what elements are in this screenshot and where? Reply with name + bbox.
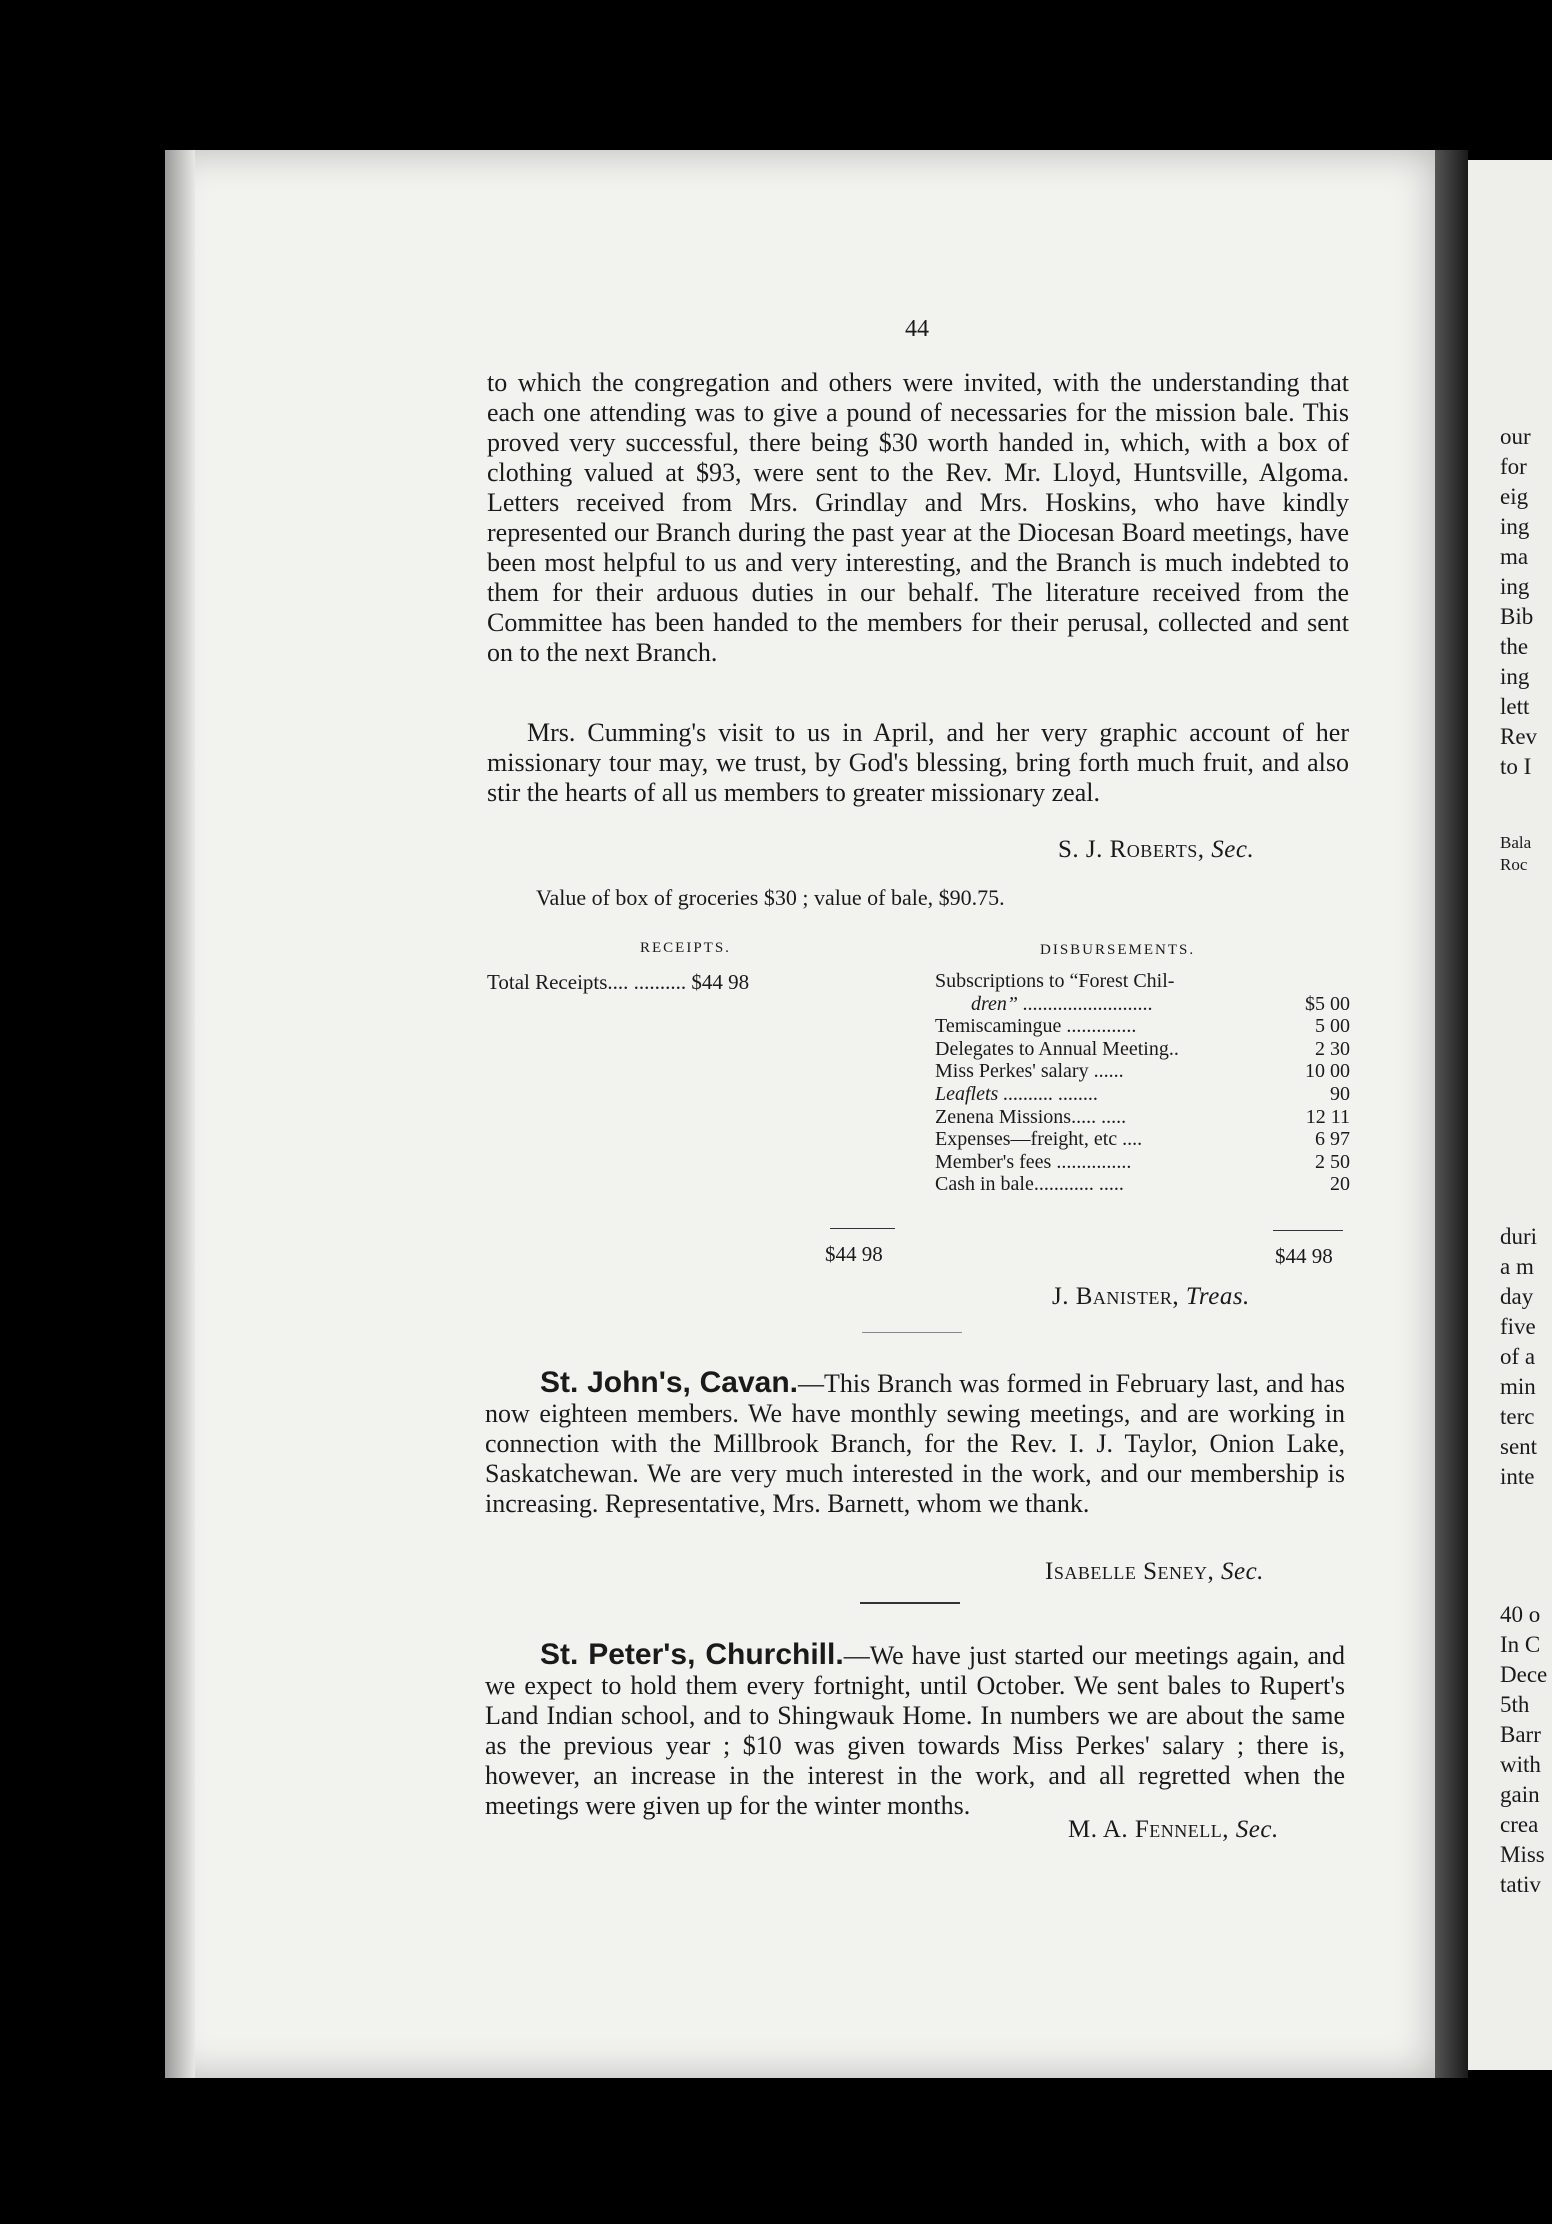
receipts-heading: RECEIPTS. xyxy=(640,940,731,956)
disbursement-row: Subscriptions to “Forest Chil- xyxy=(935,970,1175,992)
receipts-row xyxy=(487,970,902,995)
section-text: —We have just started our meetings again, and we expect to hold them every fortnight, until October. We sent bales to Rupert's Land Indian school, and to Shingwauk Home. In numbers we are about the same as the previous year ; $10 was given towards Miss Perkes' salary ; there is, however, an increase in the interest in the work, and all regretted when the meetings were given up for the winter months. xyxy=(485,1641,1345,1820)
facing-page-text-2: Bala Roc xyxy=(1500,833,1532,874)
section-heading: St. Peter's, Churchill. xyxy=(540,1638,844,1671)
disbursement-row: Temiscamingue .............. 5 00 xyxy=(935,1015,1350,1038)
treasurer-signature xyxy=(1052,1283,1250,1311)
facing-page-text-4: 40 o In C Dece 5th Barr with gain crea Miss tativ xyxy=(1500,1602,1548,1897)
receipts-label: Total Receipts.... .......... xyxy=(487,970,687,994)
book-gutter xyxy=(1435,150,1468,2078)
signature-title: Sec. xyxy=(1220,1558,1264,1585)
section1-paragraph2 xyxy=(487,718,1349,808)
section-st-johns-cavan xyxy=(485,1368,1345,1519)
section-heading: St. John's, Cavan. xyxy=(540,1366,799,1399)
receipts-total-rule xyxy=(830,1228,895,1229)
signature-name: S. J. Roberts, xyxy=(1058,836,1212,863)
paragraph-text: Mrs. Cumming's visit to us in April, and her very graphic account of her missionary tour may, we trust, by God's blessing, bring forth much fruit, and also stir the hearts of all us members to greater missionary zeal. xyxy=(487,718,1349,807)
page-number: 44 xyxy=(905,316,929,342)
disbursement-row: Miss Perkes' salary ...... 10 00 xyxy=(935,1060,1350,1083)
disbursement-row: dren” .......................... $5 00 xyxy=(971,992,1350,1015)
section-divider xyxy=(860,1602,960,1604)
signature-title: Treas. xyxy=(1185,1283,1250,1310)
disbursement-row: Leaflets .......... ........ 90 xyxy=(935,1082,1350,1105)
disbursements-total: $44 98 xyxy=(1275,1244,1333,1268)
signature-name: J. Banister, xyxy=(1052,1283,1186,1310)
signature-name: Isabelle Seney, xyxy=(1045,1558,1221,1585)
disbursements-total-rule xyxy=(1273,1230,1343,1231)
receipts-amount: $44 98 xyxy=(691,970,750,994)
paragraph-text: to which the congregation and others were invited, with the understanding that each one attending was to give a pound of necessaries for the mission bale. This proved very successful, there being $30 worth handed in, which, with a box of clothing valued at $93, were sent to the Rev. Mr. Lloyd, Huntsville, Algoma. Letters received from Mrs. Grindlay and Mrs. Hoskins, who have kindly represented our Branch during the past year at the Diocesan Board meetings, have been most helpful to us and very interesting, and the Branch is much indebted to them for their arduous duties in our behalf. The literature received from the Committee has been handed to the members for their perusal, collected and sent on to the next Branch. xyxy=(487,368,1349,667)
page-edge-shadow xyxy=(165,150,195,2078)
receipts-total: $44 98 xyxy=(825,1242,883,1266)
disbursement-row: Member's fees ............... 2 50 xyxy=(935,1150,1350,1173)
signature-title: Sec. xyxy=(1211,836,1255,863)
section-st-peters-churchill xyxy=(485,1640,1345,1821)
facing-page-text-1: our for eig ing ma ing Bib the ing lett Rev to I xyxy=(1500,424,1538,779)
disbursement-row: Expenses—freight, etc .... 6 97 xyxy=(935,1128,1350,1151)
disbursement-row: Zenena Missions..... ..... 12 11 xyxy=(935,1105,1350,1128)
secretary-signature-seney xyxy=(1045,1558,1264,1586)
disbursement-row: Cash in bale............ ..... 20 xyxy=(935,1173,1350,1196)
section1-paragraph1 xyxy=(487,368,1349,668)
disbursements-list xyxy=(935,970,1350,1196)
secretary-signature-fennell xyxy=(1060,1816,1279,1844)
facing-page-text-3: duri a m day five of a min terc sent inte xyxy=(1500,1224,1538,1489)
secretary-signature-roberts xyxy=(1058,836,1254,864)
signature-title: Sec. xyxy=(1235,1816,1279,1843)
value-line: Value of box of groceries $30 ; value of bale, $90.75. xyxy=(536,885,1005,910)
disbursement-row: Delegates to Annual Meeting.. 2 30 xyxy=(935,1037,1350,1060)
section-divider xyxy=(862,1332,962,1333)
section-text: —This Branch was formed in February last, and has now eighteen members. We have monthly sewing meetings, and are working in connection with the Millbrook Branch, for the Rev. I. J. Taylor, Onion Lake, Saskatchewan. We are very much interested in the work, and our membership is increasing. Representative, Mrs. Barnett, whom we thank. xyxy=(485,1369,1346,1518)
signature-name: M. A. Fennell, xyxy=(1068,1816,1236,1843)
disbursements-heading: DISBURSEMENTS. xyxy=(1040,942,1196,958)
